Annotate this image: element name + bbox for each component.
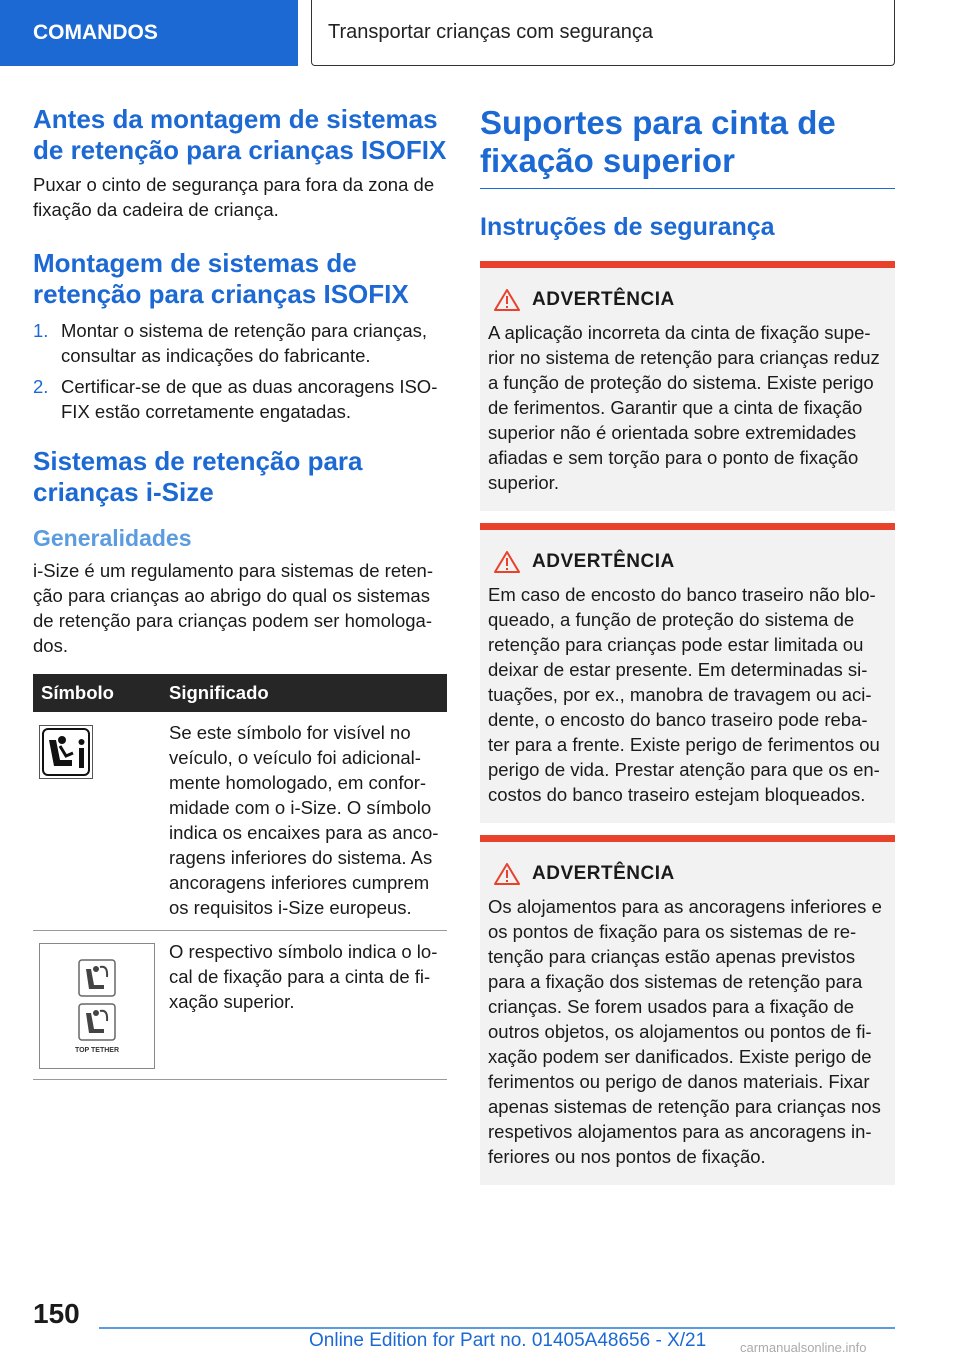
step-number: 2. [33,376,49,397]
warning-label: ADVERTÊNCIA [532,863,675,884]
warning-triangle-icon [494,550,520,574]
warning-box [480,835,895,1185]
warning-label: ADVERTÊNCIA [532,551,675,572]
meaning-cell: O respectivo símbolo indica o lo-cal de fixação para a cinta de fi-xação superior. [161,931,447,1080]
section-heading: Sistemas de retenção para crianças i-Size [33,446,363,507]
step-number: 1. [33,320,49,341]
tether-seat-icon [78,959,116,997]
section-heading: Antes da montagem de sistemas de retenção para crianças ISOFIX [33,104,447,165]
warning-text: Os alojamentos para as ancoragens inferiores e os pontos de fixação para os sistemas de re-tenção para crianças estão apenas previstos para a fixação dos sistemas de retenção para crianças. Se forem usados para a fixação de outros objetos, os alojamentos ou pontos de fi-xação podem ser danificados. Existe perigo de ferimentos ou perigo de danos materiais. Fixar apenas sistemas de retenção para crianças nos respetivos alojamentos para as ancoragens in-feriores ou nos pontos de fixação. [488,896,882,1167]
symbol-cell [33,712,161,931]
table-row [33,712,447,931]
footer-divider [99,1327,895,1329]
steps-list [33,318,447,424]
left-column [33,104,447,1080]
top-tether-icon [39,943,155,1069]
paragraph: i-Size é um regulamento para sistemas de reten-ção para crianças ao abrigo do qual os sistemas de retenção para crianças podem ser homologa-dos. [33,560,433,656]
warning-box [480,261,895,511]
meaning-cell: Se este símbolo for visível no veículo, o veículo foi adicional-mente homologado, em confor-midade com o i-Size. O símbolo indica os encaixes para as anco-ragens inferiores do sistema. As ancoragens inferiores cumprem os requisitos i-Size europeus. [161,712,447,931]
section-heading: Montagem de sistemas de retenção para crianças ISOFIX [33,248,409,309]
column-header: Símbolo [33,674,161,712]
warning-box [480,523,895,823]
warning-header [494,862,887,886]
list-item [33,318,447,368]
warning-header [494,550,887,574]
page-number: 150 [33,1298,80,1329]
watermark: carmanualsonline.info [740,1340,867,1355]
table-row [33,931,447,1080]
symbol-table [33,674,447,1080]
warning-text: Em caso de encosto do banco traseiro não blo-queado, a função de proteção do sistema de retenção para crianças pode estar limitada ou deixar de estar presente. Em determinadas si-tuações, por ex., manobra de travagem ou aci-dente, o encosto do banco traseiro pode reba-ter para a frente. Existe perigo de ferimentos ou perigo de vida. Prestar atenção para que os en-costos do banco traseiro estejam bloqueados. [488,584,880,805]
subsection-heading: Instruções de segurança [480,213,775,241]
symbol-cell [33,931,161,1080]
table-header [33,674,447,712]
warning-text: A aplicação incorreta da cinta de fixação supe-rior no sistema de retenção para crianças reduz a função de proteção do sistema. Existe perigo de ferimentos. Garantir que a cinta de fixação superior não é orientada sobre extremidades afiadas e sem torção para o ponto de fixação superior. [488,322,880,493]
warning-label: ADVERTÊNCIA [532,289,675,310]
warning-triangle-icon [494,288,520,312]
warning-triangle-icon [494,862,520,886]
symbol-label: TOP TETHER [74,1046,120,1054]
column-header: Significado [161,674,447,712]
i-size-child-seat-icon [39,725,93,779]
section-tab: COMANDOS [0,0,298,66]
step-text: Montar o sistema de retenção para crianças, consultar as indicações do fabricante. [61,320,428,366]
footer-edition: Online Edition for Part no. 01405A48656 - X/21 [309,1330,707,1351]
warning-header [494,288,887,312]
tether-seat-icon [78,1003,116,1041]
right-column [480,104,895,1185]
subsection-heading: Generalidades [33,525,192,551]
list-item [33,374,447,424]
page-title: Suportes para cinta de fixação superior [480,104,895,189]
chapter-title: Transportar crianças com segurança [311,0,895,66]
paragraph: Puxar o cinto de segurança para fora da zona de fixação da cadeira de criança. [33,174,435,220]
step-text: Certificar-se de que as duas ancoragens ISO-FIX estão corretamente engatadas. [61,376,438,422]
